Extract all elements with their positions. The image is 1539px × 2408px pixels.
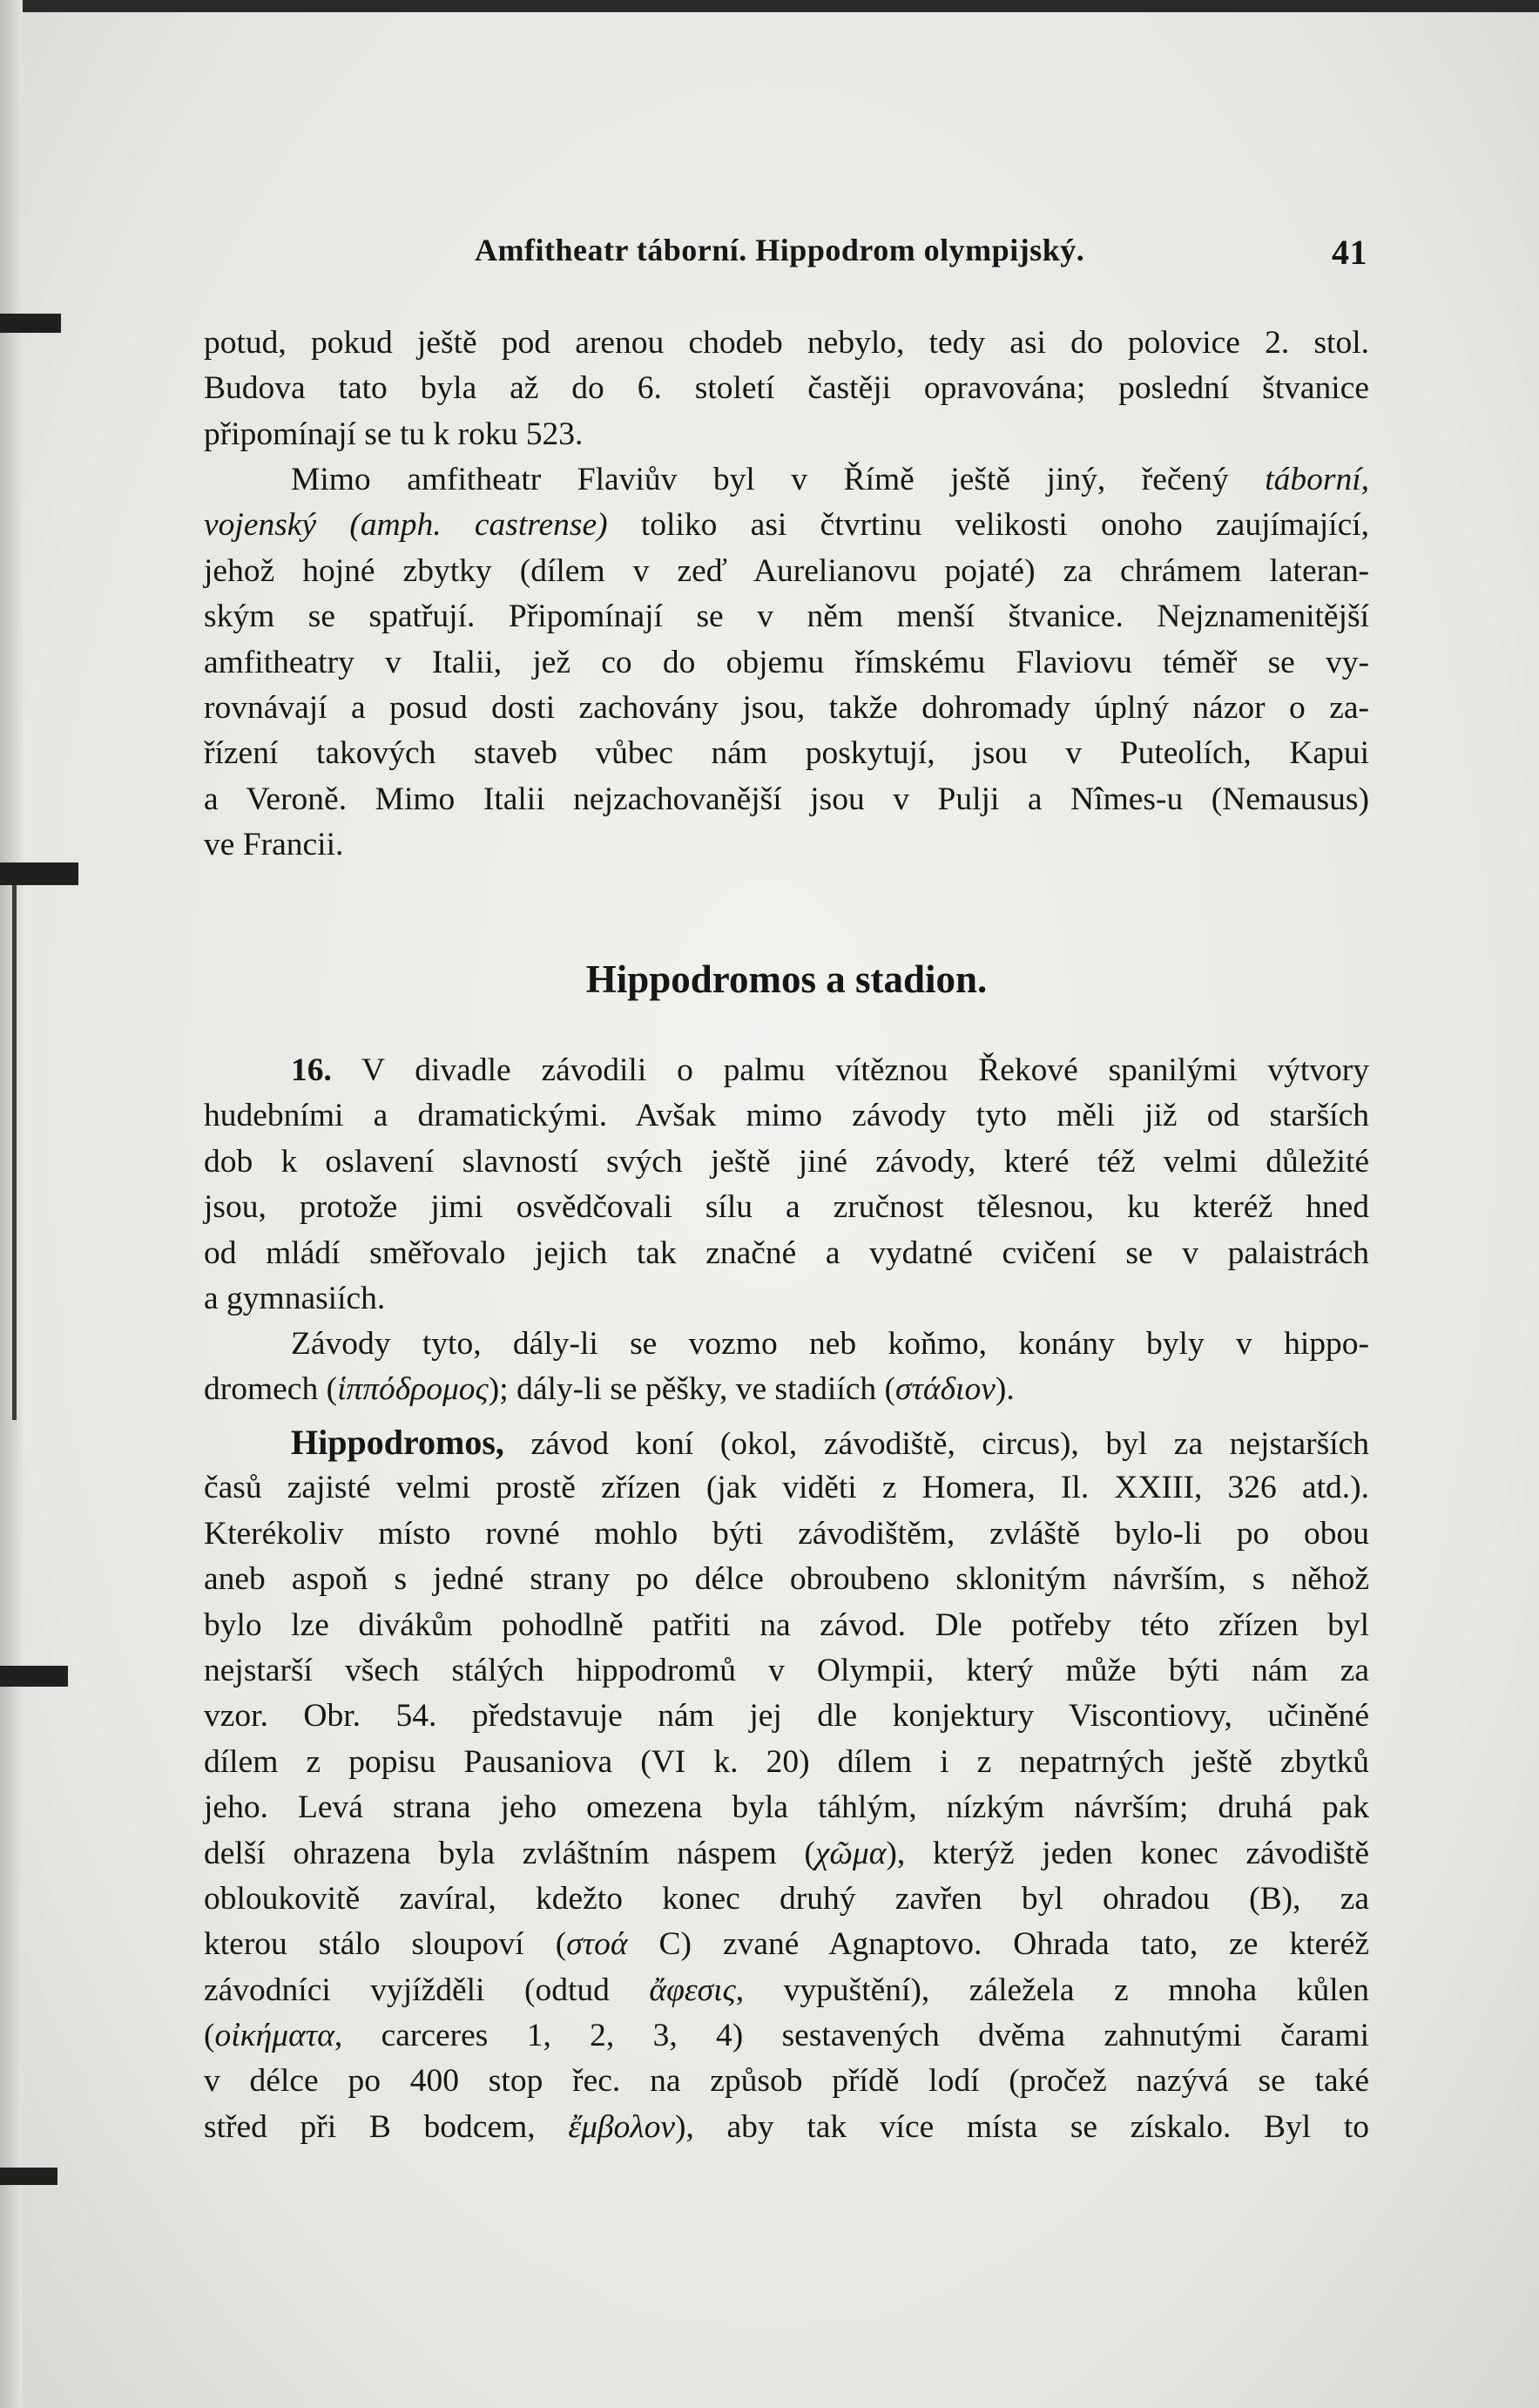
- text-line: ve Francii.: [204, 827, 344, 863]
- text-line: bylo lze divákům pohodlně patřiti na závod. Dle potřeby této zřízen byl: [204, 1606, 1369, 1643]
- text-line: Závody tyto, dály-li se vozmo neb koňmo, konány byly v hippo-: [291, 1326, 1369, 1362]
- text-line: hudebními a dramatickými. Avšak mimo závody tyto měli již od starších: [204, 1098, 1369, 1134]
- paragraph: [204, 1048, 1369, 1322]
- text-line: a gymnasiích.: [204, 1280, 386, 1316]
- text-line: [204, 1367, 1369, 1412]
- ink-smudge: [0, 2168, 57, 2185]
- text-line: [204, 1048, 1369, 1093]
- greek-term: στοά: [566, 1926, 628, 1963]
- text-line: rovnávají a posud dosti zachovány jsou, takže dohromady úplný názor o za-: [204, 689, 1369, 726]
- section-number: 16.: [291, 1052, 332, 1088]
- text-line: [204, 2105, 1369, 2150]
- text-segment: kterou stálo sloupoví (: [204, 1926, 567, 1963]
- text-segment: , vypuštění), záležela z mnoha kůlen: [735, 1972, 1370, 2008]
- text-segment: , carceres 1, 2, 3, 4) sestavených dvěma zahnutými čarami: [334, 2018, 1369, 2054]
- text-line: [204, 1968, 1369, 2013]
- italic-term: vojenský (amph. castrense): [204, 507, 608, 544]
- ink-smudge: [0, 314, 61, 333]
- text-line: v délce po 400 stop řec. na způsob přídě lodí (pročež nazývá se také: [204, 2063, 1369, 2100]
- text-segment: delší ohrazena byla zvláštním náspem (: [204, 1835, 815, 1871]
- italic-term: táborní,: [1265, 462, 1370, 497]
- text-segment: C) zvané Agnaptovo. Ohrada tato, ze kteréž: [627, 1926, 1369, 1963]
- binding-edge: [0, 0, 23, 2408]
- text-line: a Veroně. Mimo Italii nejzachovanější jsou v Pulji a Nîmes-u (Nemausus): [204, 781, 1369, 817]
- paragraph: [204, 457, 1369, 869]
- text-line: dílem z popisu Pausaniova (VI k. 20) dílem i z nepatrných ještě zbytků: [204, 1743, 1369, 1780]
- page-number: 41: [1332, 233, 1367, 272]
- text-segment: (: [204, 2018, 215, 2054]
- text-line: dob k oslavení slavností svých ještě jiné závody, které též velmi důležité: [204, 1143, 1369, 1180]
- text-segment: Mimo amfitheatr Flaviův byl v Římě ještě jiný, řečený: [291, 462, 1229, 497]
- text-line: vzor. Obr. 54. představuje nám jej dle konjektury Viscontiovy, učiněné: [204, 1698, 1369, 1735]
- text-segment: ); dály-li se pěšky, ve stadiích (: [488, 1371, 896, 1408]
- greek-term: ἔμβολον: [568, 2108, 675, 2145]
- text-line: [204, 1420, 1369, 1465]
- ink-smudge: [0, 862, 78, 885]
- text-line: časů zajisté velmi prostě zřízen (jak viděti z Homera, Il. XXIII, 326 atd.).: [204, 1470, 1369, 1506]
- text-segment: V divadle závodili o palmu vítěznou Řekové spanilými výtvory: [361, 1052, 1369, 1088]
- scan-top-border: [0, 0, 1539, 12]
- running-head: [475, 228, 1398, 277]
- text-segment: ), aby tak více místa se získalo. Byl to: [674, 2108, 1369, 2145]
- running-head-title: Amfitheatr táborní. Hippodrom olympijský.: [475, 233, 1085, 267]
- binding-shadow-line: [12, 880, 17, 1420]
- text-line: jehož hojné zbytky (dílem v zeď Aurelianovu pojaté) za chrámem lateran-: [204, 552, 1369, 589]
- text-segment: ).: [995, 1371, 1015, 1408]
- greek-term: οἰκήματα: [214, 2018, 334, 2054]
- text-segment: závod koní (okol, závodiště, circus), byl za nejstarších: [530, 1426, 1370, 1462]
- text-segment: dromech (: [204, 1371, 338, 1408]
- text-line: potud, pokud ještě pod arenou chodeb nebylo, tedy asi do polovice 2. stol.: [204, 325, 1369, 361]
- text-line: připomínají se tu k roku 523.: [204, 416, 584, 452]
- text-line: [204, 2013, 1369, 2059]
- text-line: Kterékoliv místo rovné mohlo býti závodištěm, zvláště bylo-li po obou: [204, 1515, 1369, 1552]
- greek-term: στάδιον: [895, 1371, 996, 1408]
- paragraph: [204, 321, 1369, 457]
- paragraph: [204, 1420, 1369, 2150]
- text-line: [204, 503, 1369, 548]
- greek-term: ἄφεσις: [649, 1972, 736, 2008]
- text-line: [204, 1831, 1369, 1877]
- text-segment: toliko asi čtvrtinu velikosti onoho zaujímající,: [640, 507, 1370, 544]
- greek-term: χῶμα: [814, 1835, 887, 1871]
- text-line: Budova tato byla až do 6. století častěji opravována; poslední štvanice: [204, 370, 1369, 407]
- text-line: ským se spatřují. Připomínají se v něm menší štvanice. Nejznamenitější: [204, 599, 1369, 635]
- text-line: [204, 1922, 1369, 1967]
- text-segment: závodníci vyjížděli (odtud: [204, 1972, 650, 2008]
- section-heading: Hippodromos a stadion.: [585, 957, 988, 1001]
- text-line: od mládí směřovalo jejich tak značné a vydatné cvičení se v palaistrách: [204, 1234, 1369, 1271]
- text-segment: ), kterýž jeden konec závodiště: [886, 1835, 1369, 1871]
- text-line: jsou, protože jimi osvědčovali sílu a zručnost tělesnou, ku kteréž hned: [204, 1189, 1369, 1226]
- text-line: řízení takových staveb vůbec nám poskytují, jsou v Puteolích, Kapui: [204, 735, 1369, 772]
- text-line: aneb aspoň s jedné strany po délce obroubeno sklonitým návrším, s něhož: [204, 1561, 1369, 1598]
- ink-smudge: [0, 1666, 68, 1687]
- text-line: obloukovitě zavíral, kdežto konec druhý zavřen byl ohradou (B), za: [204, 1880, 1369, 1917]
- text-line: [204, 457, 1369, 503]
- text-line: nejstarší všech stálých hippodromů v Olympii, který může býti nám za: [204, 1652, 1369, 1688]
- text-line: amfitheatry v Italii, jež co do objemu římskému Flaviovu téměř se vy-: [204, 644, 1369, 680]
- text-segment: střed při B bodcem,: [204, 2108, 569, 2145]
- text-line: jeho. Levá strana jeho omezena byla táhlým, nízkým návrším; druhá pak: [204, 1789, 1369, 1826]
- greek-term: ἱππόδρομος: [337, 1371, 489, 1408]
- term-hippodromos: Hippodromos,: [291, 1423, 504, 1462]
- paragraph: [204, 1322, 1369, 1413]
